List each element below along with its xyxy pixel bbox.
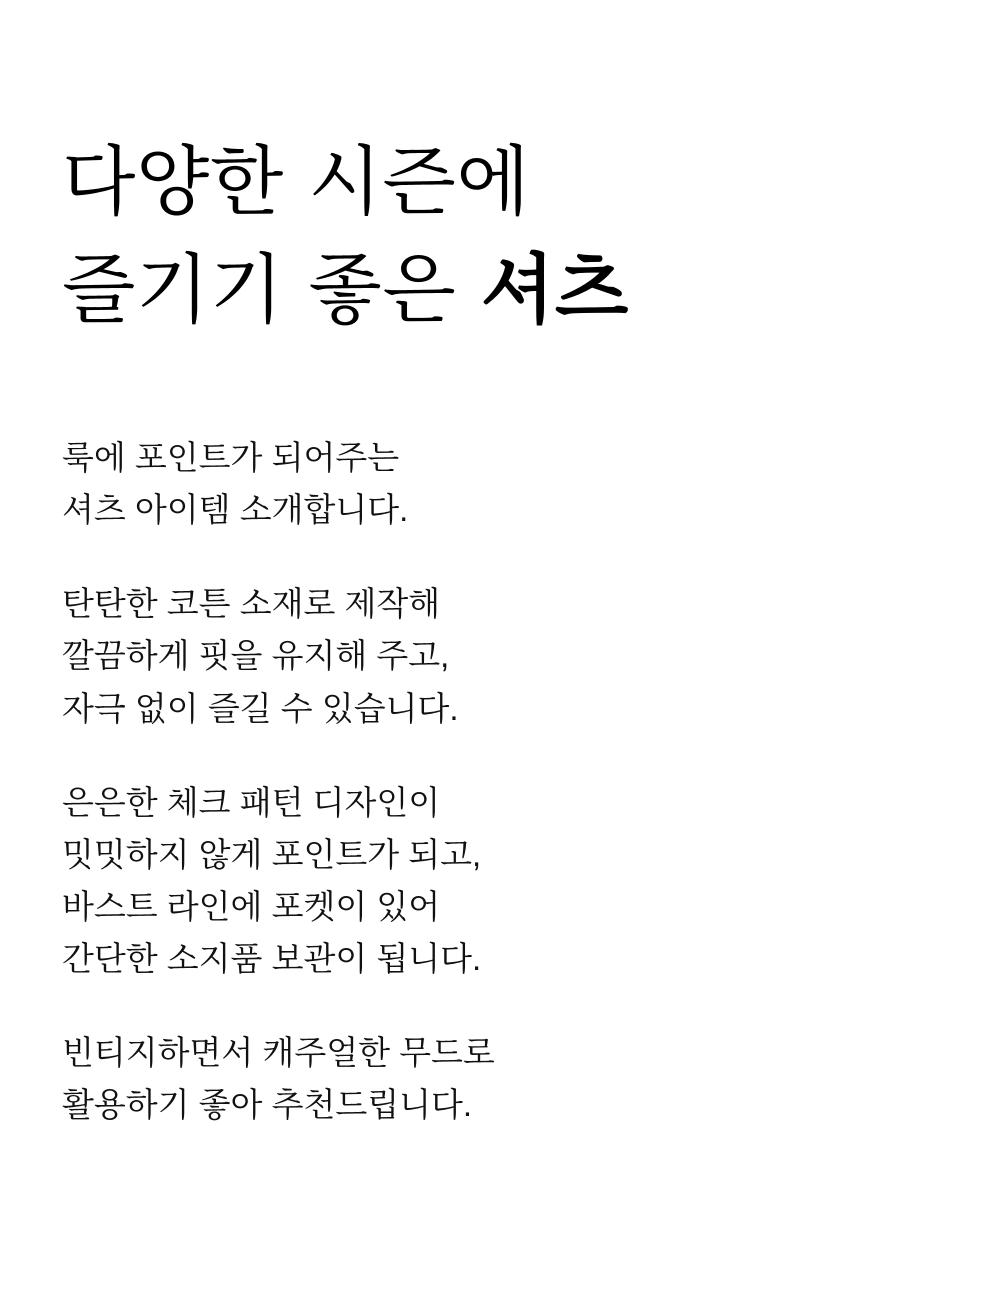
headline-block [62, 128, 942, 344]
paragraph-3-line-2: 밋밋하지 않게 포인트가 되고, [62, 835, 482, 873]
headline-line-2 [62, 236, 942, 344]
paragraph-1-line-1: 룩에 포인트가 되어주는 [62, 439, 400, 476]
paragraph-1-line-2: 셔츠 아이템 소개합니다. [62, 491, 409, 529]
paragraph-4-line-1: 빈티지하면서 캐주얼한 무드로 [62, 1034, 495, 1072]
paragraph-3 [62, 777, 942, 986]
paragraph-2-line-2: 깔끔하게 핏을 유지해 주고, [62, 637, 450, 675]
headline-line-1: 다양한 시즌에 [62, 137, 531, 226]
paragraph-2-line-1: 탄탄한 코튼 소재로 제작해 [62, 585, 441, 623]
body-copy-block [62, 432, 942, 1131]
paragraph-1 [62, 432, 942, 536]
paragraph-3-line-4: 간단한 소지품 보관이 됩니다. [62, 940, 482, 977]
paragraph-3-line-1: 은은한 체크 패턴 디자인이 [62, 783, 441, 821]
paragraph-3-line-3: 바스트 라인에 포켓이 있어 [62, 887, 441, 925]
headline-line-2-prefix: 즐기기 좋은 [62, 244, 481, 334]
paragraph-4 [62, 1027, 942, 1131]
paragraph-2-line-3: 자극 없이 즐길 수 있습니다. [62, 689, 459, 727]
paragraph-4-line-2: 활용하기 좋아 추천드립니다. [62, 1086, 473, 1124]
paragraph-2 [62, 578, 942, 734]
headline-keyword: 셔츠 [480, 244, 629, 334]
